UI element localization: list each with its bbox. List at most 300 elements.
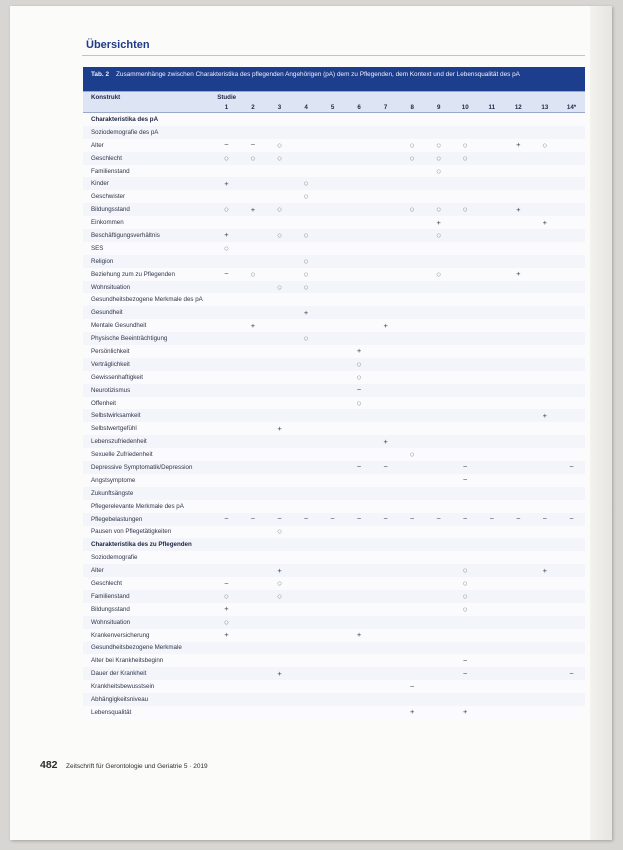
row-label: Charakteristika des pA xyxy=(83,113,213,126)
result-cell xyxy=(372,654,399,667)
result-cell xyxy=(505,293,532,306)
result-cell xyxy=(213,358,240,371)
result-cell xyxy=(425,332,452,345)
result-cell xyxy=(452,113,479,126)
result-cell xyxy=(505,564,532,577)
row-label: Lebensqualität xyxy=(83,706,213,719)
result-cell xyxy=(346,203,373,216)
result-cell xyxy=(479,203,506,216)
result-cell xyxy=(213,397,240,410)
result-cell xyxy=(479,680,506,693)
result-cell xyxy=(425,358,452,371)
table-row xyxy=(83,384,585,397)
result-cell xyxy=(319,242,346,255)
result-cell xyxy=(452,203,479,216)
result-cell xyxy=(266,564,293,577)
row-label: Pflegerelevante Merkmale des pA xyxy=(83,500,213,513)
result-cell xyxy=(266,603,293,616)
result-cell xyxy=(505,371,532,384)
result-cell xyxy=(452,538,479,551)
result-cell xyxy=(452,590,479,603)
result-cell xyxy=(372,526,399,539)
result-cell xyxy=(399,384,426,397)
result-cell xyxy=(213,113,240,126)
result-cell xyxy=(213,590,240,603)
result-cell xyxy=(266,268,293,281)
table-row xyxy=(83,332,585,345)
result-cell xyxy=(505,642,532,655)
result-cell xyxy=(293,177,320,190)
result-cell xyxy=(293,268,320,281)
result-cell xyxy=(452,177,479,190)
result-cell xyxy=(532,229,559,242)
result-cell xyxy=(399,474,426,487)
result-cell xyxy=(532,293,559,306)
result-cell xyxy=(532,577,559,590)
result-cell xyxy=(425,706,452,719)
result-cell xyxy=(532,177,559,190)
result-cell xyxy=(399,667,426,680)
row-label: Gesundheitsbezogene Merkmale xyxy=(83,642,213,655)
result-cell xyxy=(240,281,267,294)
result-cell xyxy=(372,603,399,616)
result-cell xyxy=(293,667,320,680)
study-number-header: 11 xyxy=(479,102,506,113)
table-container xyxy=(83,67,585,719)
result-cell xyxy=(558,371,585,384)
result-cell xyxy=(425,216,452,229)
row-label: Alter xyxy=(83,564,213,577)
result-cell xyxy=(399,358,426,371)
result-cell xyxy=(425,629,452,642)
result-cell xyxy=(372,190,399,203)
result-cell xyxy=(425,152,452,165)
result-cell xyxy=(505,358,532,371)
result-symbol: − xyxy=(569,514,574,524)
result-cell xyxy=(372,384,399,397)
result-cell xyxy=(532,126,559,139)
result-cell xyxy=(266,654,293,667)
result-cell xyxy=(213,667,240,680)
table-row xyxy=(83,448,585,461)
result-cell xyxy=(266,422,293,435)
result-cell xyxy=(266,435,293,448)
result-cell xyxy=(558,629,585,642)
result-cell xyxy=(452,293,479,306)
table-row xyxy=(83,667,585,680)
result-cell xyxy=(399,319,426,332)
table-row xyxy=(83,358,585,371)
result-cell xyxy=(479,474,506,487)
row-label: Mentale Gesundheit xyxy=(83,319,213,332)
table-row xyxy=(83,435,585,448)
result-cell xyxy=(293,564,320,577)
result-cell xyxy=(452,474,479,487)
result-cell xyxy=(425,590,452,603)
result-cell xyxy=(425,642,452,655)
table-row xyxy=(83,680,585,693)
result-cell xyxy=(532,397,559,410)
result-cell xyxy=(558,693,585,706)
result-cell xyxy=(266,680,293,693)
result-cell xyxy=(266,487,293,500)
result-symbol: ○ xyxy=(276,139,283,150)
result-cell xyxy=(213,139,240,152)
result-cell xyxy=(346,693,373,706)
result-symbol: + xyxy=(516,140,521,150)
result-cell xyxy=(399,616,426,629)
result-cell xyxy=(372,667,399,680)
result-cell xyxy=(240,629,267,642)
result-symbol: ○ xyxy=(250,268,256,279)
result-cell xyxy=(346,461,373,474)
result-cell xyxy=(346,268,373,281)
result-cell xyxy=(532,513,559,526)
result-cell xyxy=(399,422,426,435)
result-cell xyxy=(372,371,399,384)
row-label: Soziodemografie xyxy=(83,551,213,564)
row-label: Krankenversicherung xyxy=(83,629,213,642)
results-table xyxy=(83,91,585,719)
result-cell xyxy=(213,616,240,629)
result-cell xyxy=(293,319,320,332)
result-cell xyxy=(558,654,585,667)
result-cell xyxy=(346,113,373,126)
result-cell xyxy=(319,487,346,500)
result-cell xyxy=(505,397,532,410)
result-cell xyxy=(479,177,506,190)
result-symbol: ○ xyxy=(409,139,415,150)
result-cell xyxy=(505,461,532,474)
result-cell xyxy=(452,513,479,526)
result-cell xyxy=(532,409,559,422)
result-cell xyxy=(532,152,559,165)
result-cell xyxy=(293,422,320,435)
table-caption xyxy=(83,67,585,91)
result-cell xyxy=(425,345,452,358)
result-cell xyxy=(240,538,267,551)
result-cell xyxy=(293,500,320,513)
result-symbol: ○ xyxy=(436,268,442,279)
result-cell xyxy=(505,281,532,294)
result-cell xyxy=(558,268,585,281)
result-cell xyxy=(372,203,399,216)
result-cell xyxy=(240,603,267,616)
table-row xyxy=(83,500,585,513)
result-cell xyxy=(372,590,399,603)
result-cell xyxy=(213,306,240,319)
result-cell xyxy=(399,152,426,165)
result-symbol: − xyxy=(516,514,521,524)
result-cell xyxy=(213,177,240,190)
result-symbol: ○ xyxy=(462,578,468,588)
result-cell xyxy=(399,177,426,190)
result-cell xyxy=(479,551,506,564)
result-symbol: ○ xyxy=(436,204,442,215)
result-cell xyxy=(425,693,452,706)
row-label: Neurotizismus xyxy=(83,384,213,397)
result-cell xyxy=(505,165,532,178)
result-cell xyxy=(505,435,532,448)
result-cell xyxy=(293,680,320,693)
result-cell xyxy=(479,384,506,397)
result-cell xyxy=(346,384,373,397)
result-cell xyxy=(372,216,399,229)
result-cell xyxy=(293,654,320,667)
result-cell xyxy=(505,306,532,319)
result-cell xyxy=(346,255,373,268)
result-cell xyxy=(372,242,399,255)
result-cell xyxy=(425,384,452,397)
result-cell xyxy=(372,693,399,706)
result-cell xyxy=(425,409,452,422)
result-cell xyxy=(452,190,479,203)
result-cell xyxy=(266,706,293,719)
result-cell xyxy=(399,216,426,229)
result-cell xyxy=(425,190,452,203)
result-cell xyxy=(399,526,426,539)
result-cell xyxy=(346,165,373,178)
result-cell xyxy=(425,319,452,332)
result-cell xyxy=(399,306,426,319)
result-cell xyxy=(399,538,426,551)
result-cell xyxy=(240,384,267,397)
result-cell xyxy=(532,435,559,448)
row-label: Sexuelle Zufriedenheit xyxy=(83,448,213,461)
result-cell xyxy=(213,319,240,332)
table-row xyxy=(83,229,585,242)
result-cell xyxy=(319,165,346,178)
row-label: Depressive Symptomatik/Depression xyxy=(83,461,213,474)
result-symbol: − xyxy=(224,514,229,524)
result-cell xyxy=(319,577,346,590)
row-label: Geschwister xyxy=(83,190,213,203)
result-cell xyxy=(452,126,479,139)
result-cell xyxy=(213,500,240,513)
result-cell xyxy=(558,551,585,564)
result-cell xyxy=(293,165,320,178)
result-cell xyxy=(399,242,426,255)
result-cell xyxy=(293,384,320,397)
result-symbol: ○ xyxy=(223,152,230,163)
result-cell xyxy=(240,203,267,216)
result-cell xyxy=(346,667,373,680)
result-cell xyxy=(479,538,506,551)
result-cell xyxy=(293,255,320,268)
row-label: Wohnsituation xyxy=(83,281,213,294)
result-cell xyxy=(346,281,373,294)
study-number-header: 12 xyxy=(505,102,532,113)
result-cell xyxy=(372,500,399,513)
result-symbol: ○ xyxy=(462,590,468,601)
result-cell xyxy=(319,358,346,371)
result-cell xyxy=(558,513,585,526)
result-cell xyxy=(452,422,479,435)
result-cell xyxy=(266,409,293,422)
table-row xyxy=(83,577,585,590)
result-cell xyxy=(346,629,373,642)
result-cell xyxy=(293,203,320,216)
result-symbol: + xyxy=(383,436,388,446)
result-cell xyxy=(240,397,267,410)
result-symbol: ○ xyxy=(303,268,309,279)
result-cell xyxy=(346,654,373,667)
result-cell xyxy=(479,654,506,667)
study-number-header: 7 xyxy=(372,102,399,113)
result-cell xyxy=(319,113,346,126)
result-cell xyxy=(240,165,267,178)
result-cell xyxy=(266,461,293,474)
result-cell xyxy=(346,152,373,165)
header-row-1 xyxy=(83,92,585,103)
study-number-header: 5 xyxy=(319,102,346,113)
result-cell xyxy=(558,165,585,178)
table-row xyxy=(83,242,585,255)
result-cell xyxy=(346,332,373,345)
study-number-header: 2 xyxy=(240,102,267,113)
result-cell xyxy=(505,500,532,513)
result-cell xyxy=(346,487,373,500)
result-cell xyxy=(452,448,479,461)
result-cell xyxy=(532,448,559,461)
result-cell xyxy=(505,629,532,642)
row-label: Gesundheit xyxy=(83,306,213,319)
result-cell xyxy=(399,448,426,461)
result-symbol: + xyxy=(436,217,441,227)
result-symbol: − xyxy=(330,514,335,524)
result-cell xyxy=(452,680,479,693)
result-cell xyxy=(319,629,346,642)
table-row xyxy=(83,152,585,165)
result-symbol: ○ xyxy=(436,229,442,240)
result-cell xyxy=(266,667,293,680)
result-cell xyxy=(505,680,532,693)
table-row xyxy=(83,603,585,616)
result-cell xyxy=(425,139,452,152)
result-cell xyxy=(319,461,346,474)
result-cell xyxy=(479,165,506,178)
result-cell xyxy=(372,487,399,500)
result-cell xyxy=(293,409,320,422)
table-row xyxy=(83,409,585,422)
result-cell xyxy=(479,268,506,281)
result-symbol: ○ xyxy=(542,139,548,150)
result-cell xyxy=(558,281,585,294)
result-cell xyxy=(452,281,479,294)
result-cell xyxy=(452,319,479,332)
result-cell xyxy=(293,152,320,165)
result-cell xyxy=(240,654,267,667)
result-cell xyxy=(399,293,426,306)
result-cell xyxy=(558,616,585,629)
result-cell xyxy=(399,332,426,345)
result-symbol: + xyxy=(277,423,282,433)
result-cell xyxy=(266,306,293,319)
result-cell xyxy=(452,384,479,397)
row-label: Alter bei Krankheitsbeginn xyxy=(83,654,213,667)
table-row xyxy=(83,190,585,203)
result-cell xyxy=(558,358,585,371)
result-cell xyxy=(425,126,452,139)
result-cell xyxy=(319,203,346,216)
result-cell xyxy=(240,422,267,435)
result-cell xyxy=(399,654,426,667)
result-cell xyxy=(319,693,346,706)
row-label: Gewissenhaftigkeit xyxy=(83,371,213,384)
result-cell xyxy=(293,448,320,461)
result-cell xyxy=(479,152,506,165)
result-cell xyxy=(505,409,532,422)
result-cell xyxy=(399,371,426,384)
result-cell xyxy=(505,152,532,165)
result-cell xyxy=(558,190,585,203)
result-cell xyxy=(532,139,559,152)
result-cell xyxy=(479,603,506,616)
result-symbol: ○ xyxy=(276,526,283,537)
result-cell xyxy=(240,513,267,526)
row-label: Lebenszufriedenheit xyxy=(83,435,213,448)
result-cell xyxy=(240,113,267,126)
result-cell xyxy=(532,487,559,500)
table-row xyxy=(83,345,585,358)
result-cell xyxy=(505,190,532,203)
result-cell xyxy=(505,384,532,397)
result-cell xyxy=(240,255,267,268)
study-number-header: 13 xyxy=(532,102,559,113)
result-symbol: ○ xyxy=(462,565,468,576)
result-cell xyxy=(558,397,585,410)
result-cell xyxy=(479,190,506,203)
result-cell xyxy=(266,397,293,410)
result-cell xyxy=(505,474,532,487)
result-cell xyxy=(346,500,373,513)
result-cell xyxy=(213,474,240,487)
result-cell xyxy=(372,513,399,526)
result-cell xyxy=(293,332,320,345)
result-cell xyxy=(213,654,240,667)
result-cell xyxy=(505,667,532,680)
result-cell xyxy=(505,268,532,281)
result-cell xyxy=(240,616,267,629)
table-row xyxy=(83,177,585,190)
result-symbol: − xyxy=(463,475,468,485)
result-cell xyxy=(346,409,373,422)
result-symbol: ○ xyxy=(303,333,309,344)
result-cell xyxy=(558,255,585,268)
result-cell xyxy=(425,281,452,294)
result-cell xyxy=(240,500,267,513)
result-symbol: ○ xyxy=(223,616,230,627)
title-divider xyxy=(82,55,585,56)
result-cell xyxy=(452,409,479,422)
row-label: Krankheitsbewusstsein xyxy=(83,680,213,693)
result-cell xyxy=(266,281,293,294)
result-cell xyxy=(399,281,426,294)
result-cell xyxy=(266,203,293,216)
result-cell xyxy=(532,706,559,719)
result-cell xyxy=(425,177,452,190)
section-row xyxy=(83,113,585,126)
result-cell xyxy=(319,422,346,435)
result-symbol: + xyxy=(463,707,468,717)
result-cell xyxy=(505,319,532,332)
result-cell xyxy=(558,113,585,126)
result-cell xyxy=(240,435,267,448)
result-cell xyxy=(346,216,373,229)
result-cell xyxy=(452,500,479,513)
result-cell xyxy=(213,487,240,500)
result-symbol: ○ xyxy=(276,204,283,215)
